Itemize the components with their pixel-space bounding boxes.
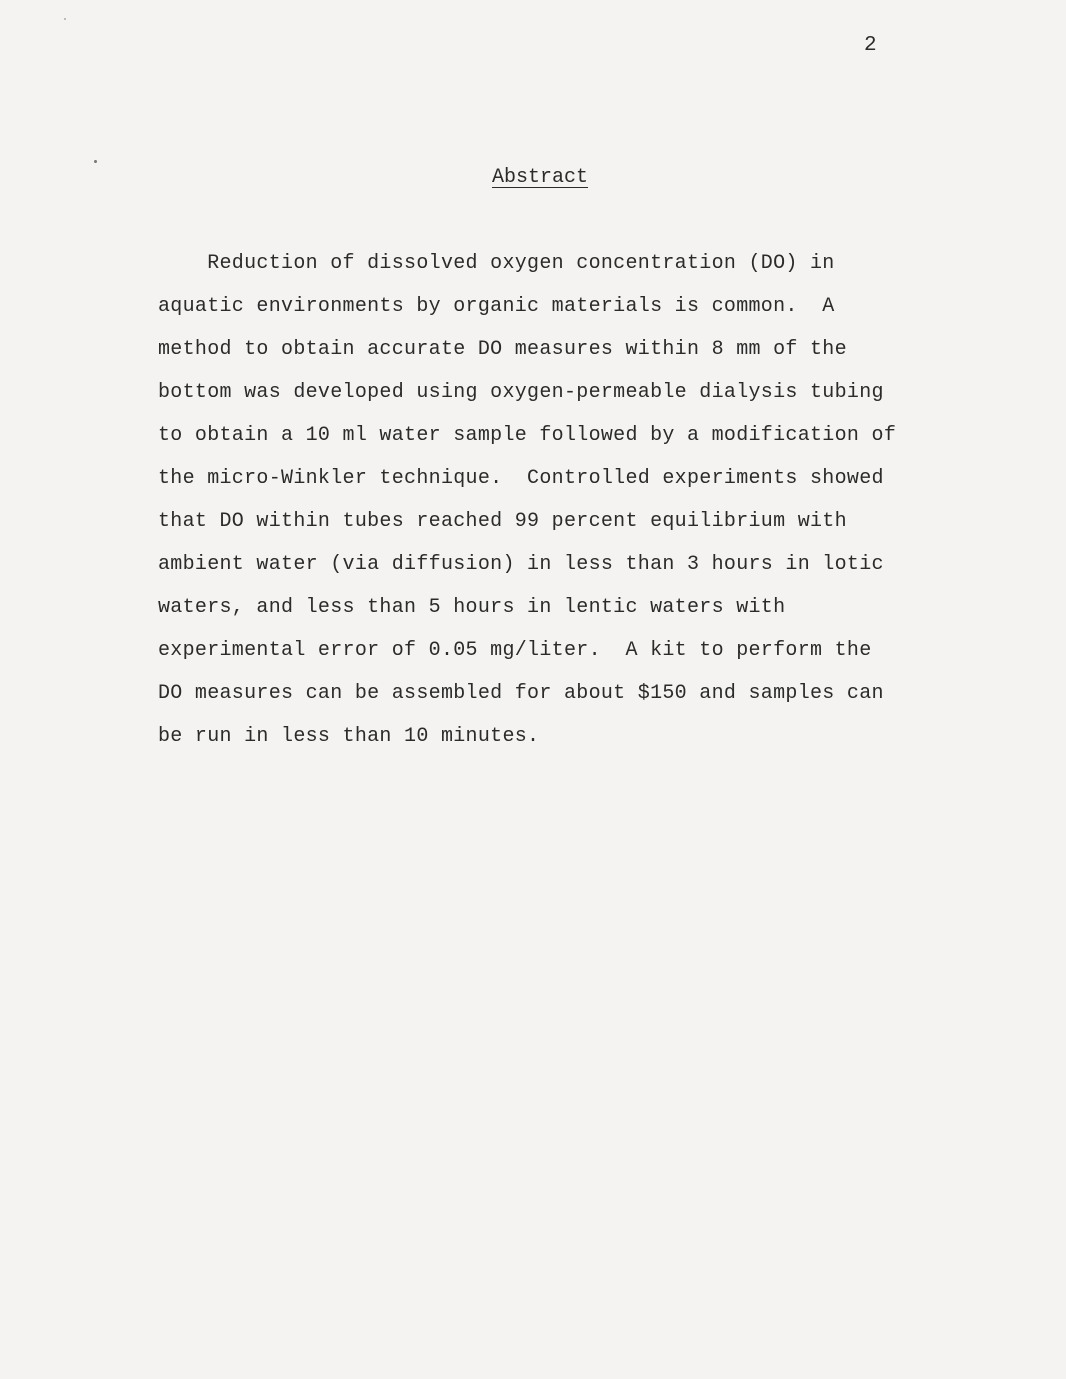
abstract-line: method to obtain accurate DO measures within 8 mm of the xyxy=(158,338,847,361)
abstract-line: Reduction of dissolved oxygen concentration (DO) in xyxy=(158,252,835,275)
paper-speck xyxy=(64,18,66,20)
paper-speck xyxy=(94,160,97,163)
abstract-line: DO measures can be assembled for about $150 and samples can xyxy=(158,682,884,705)
abstract-line: be run in less than 10 minutes. xyxy=(158,725,540,748)
abstract-line: the micro-Winkler technique. Controlled experiments showed xyxy=(158,467,884,490)
abstract-line: bottom was developed using oxygen-permeable dialysis tubing xyxy=(158,381,884,404)
abstract-line: to obtain a 10 ml water sample followed by a modification of xyxy=(158,424,897,447)
abstract-line: experimental error of 0.05 mg/liter. A kit to perform the xyxy=(158,639,872,662)
abstract-line: aquatic environments by organic materials is common. A xyxy=(158,295,835,318)
abstract-heading: Abstract xyxy=(492,166,589,189)
abstract-line: that DO within tubes reached 99 percent equilibrium with xyxy=(158,510,847,533)
page-number: 2 xyxy=(864,34,878,57)
abstract-line: ambient water (via diffusion) in less than 3 hours in lotic xyxy=(158,553,884,576)
abstract-line: waters, and less than 5 hours in lentic waters with xyxy=(158,596,786,619)
